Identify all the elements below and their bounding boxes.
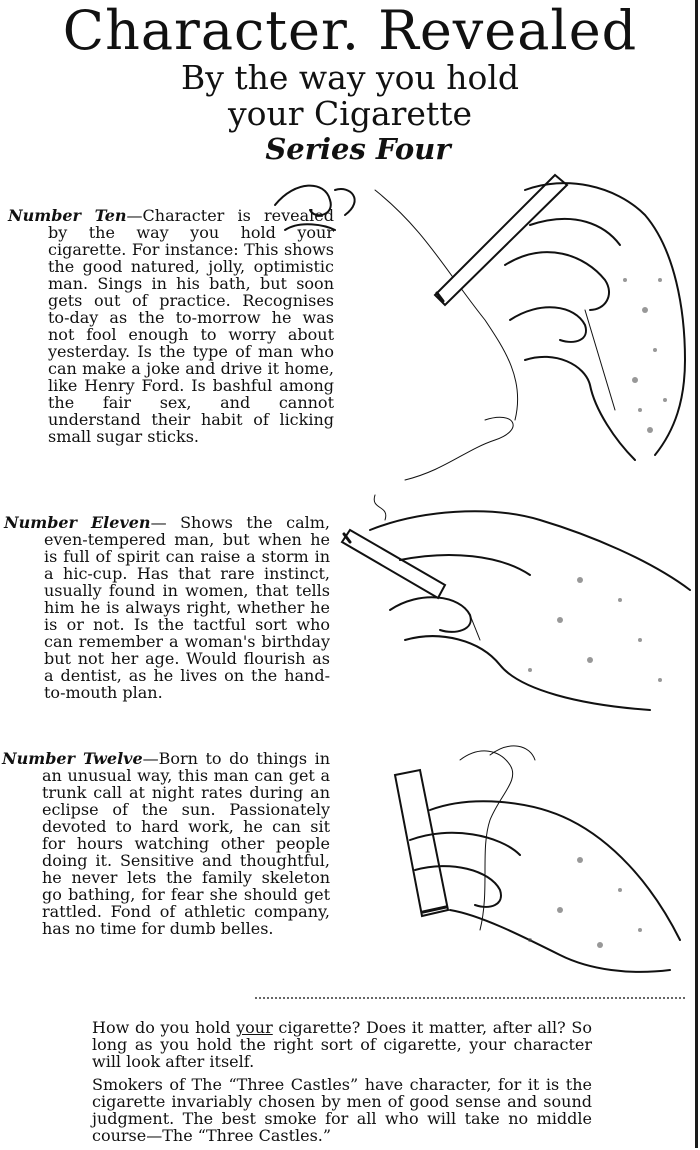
section-divider (255, 997, 685, 999)
hand-holding-cigarette-level-icon (330, 490, 700, 720)
headline-subtitle-line1: By the way you hold (180, 58, 520, 97)
series-label: Series Four (265, 132, 451, 166)
entry-text: —Character is revealed by the way you hold your cigarette. For instance: This shows the good natured, jolly, optimistic man. Sings in his bath, but soon gets out of practice. Recognises to-day as the to-morrow he was not fool enough to worry about yesterday. Is the type of man who can make a joke and drive it home, like Henry Ford. Is bashful among the fair sex, and cannot understand their habit of licking small sugar sticks. (48, 206, 334, 446)
closing-text: cigarette? Does it matter, after all? So long as you hold the right sort of cigarette, your character will look after itself. (92, 1018, 592, 1071)
closing-emphasis: your (236, 1018, 273, 1037)
closing-paragraph-1 (92, 1019, 592, 1070)
entry-text: —Born to do things in an unusual way, this man can get a trunk call at night rates during an eclipse of the sun. Passionately devoted to hard work, he can sit for hours watching other people doing it. Sensitive and thoughtful, he never lets the family skeleton go bathing, for fear she should get rattled. Fond of athletic company, has no time for dumb belles. (42, 749, 330, 938)
closing-copy (92, 1019, 592, 1150)
entry-lead: Number Eleven (4, 513, 151, 532)
headline-subtitle-line2: your Cigarette (228, 94, 472, 133)
entry-number-twelve (2, 750, 330, 937)
hand-holding-cigarette-upright-icon (370, 740, 700, 980)
closing-text: How do you hold (92, 1018, 237, 1037)
entry-lead: Number Ten (8, 206, 127, 225)
headline-title: Character. Revealed (62, 0, 638, 62)
entry-lead: Number Twelve (2, 749, 143, 768)
entry-number-eleven (4, 514, 330, 701)
hand-holding-cigarette-raised-icon (255, 170, 700, 500)
closing-paragraph-2: Smokers of The “Three Castles” have character, for it is the cigarette invariably chosen by men of good sense and sound judgment. The best smoke for all who will take no middle course—The “Three Castles.” (92, 1075, 592, 1145)
entry-text: — Shows the calm, even-tempered man, but when he is full of spirit can raise a storm in a hic-cup. Has that rare instinct, usually found in women, that tells him he is always right, whether he is or not. Is the tactful sort who can remember a woman's birthday but not her age. Would flourish as a dentist, as he lives on the hand-to-mouth plan. (44, 513, 331, 702)
